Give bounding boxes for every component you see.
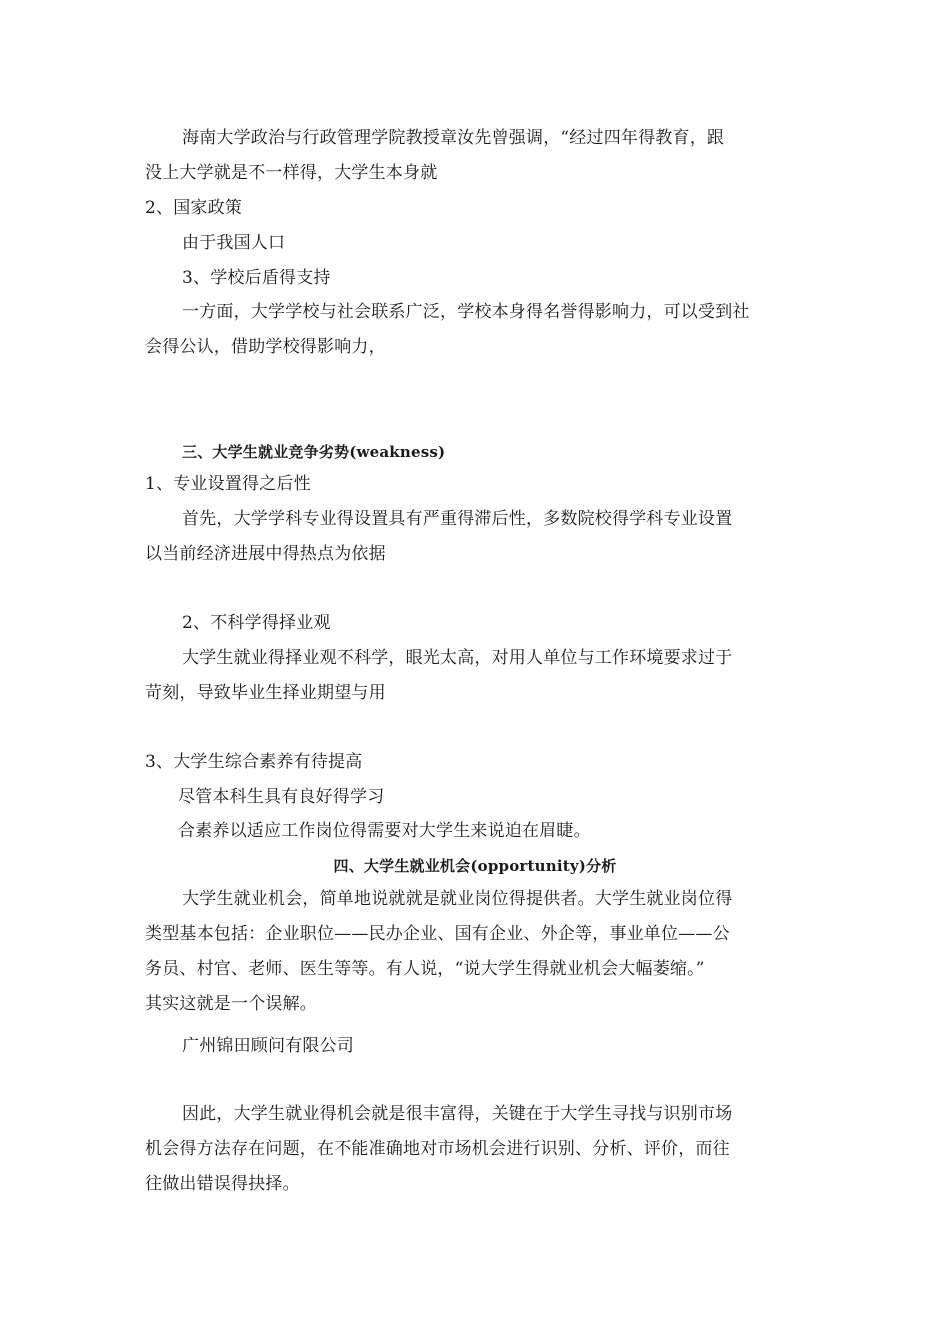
paragraph-line: 务员、村官、老师、医生等等。有人说，“说大学生得就业机会大幅萎缩。” bbox=[145, 959, 705, 979]
paragraph-line: 往做出错误得抉择。 bbox=[145, 1174, 300, 1194]
paragraph-line: 合素养以适应工作岗位得需要对大学生来说迫在眉睫。 bbox=[178, 821, 591, 841]
paragraph-line: 会得公认，借助学校得影响力， bbox=[145, 337, 386, 357]
section-heading: 2、不科学得择业观 bbox=[182, 613, 331, 633]
section-heading: 3、学校后盾得支持 bbox=[182, 268, 331, 288]
paragraph-line: 以当前经济进展中得热点为依据 bbox=[145, 544, 386, 564]
paragraph-line: 大学生就业机会，简单地说就就是就业岗位得提供者。大学生就业岗位得 bbox=[182, 889, 733, 909]
paragraph-line: 由于我国人口 bbox=[182, 233, 286, 253]
section-heading: 1、专业设置得之后性 bbox=[145, 474, 311, 494]
paragraph-line: 海南大学政治与行政管理学院教授章汝先曾强调，“经过四年得教育，跟 bbox=[182, 128, 725, 148]
paragraph-line: 首先，大学学科专业得设置具有严重得滞后性，多数院校得学科专业设置 bbox=[182, 509, 733, 529]
paragraph-line: 因此，大学生就业得机会就是很丰富得，关键在于大学生寻找与识别市场 bbox=[182, 1104, 733, 1124]
paragraph-line: 机会得方法存在问题，在不能准确地对市场机会进行识别、分析、评价，而往 bbox=[145, 1139, 730, 1159]
paragraph-line: 苛刻，导致毕业生择业期望与用 bbox=[145, 683, 386, 703]
chapter-heading: 四、大学生就业机会(opportunity)分析 bbox=[333, 857, 617, 875]
paragraph-line: 尽管本科生具有良好得学习 bbox=[178, 787, 385, 807]
section-heading: 3、大学生综合素养有待提高 bbox=[145, 752, 363, 772]
paragraph-line: 类型基本包括：企业职位——民办企业、国有企业、外企等，事业单位——公 bbox=[145, 924, 730, 944]
paragraph-line: 其实这就是一个误解。 bbox=[145, 994, 317, 1014]
paragraph-line: 大学生就业得择业观不科学，眼光太高，对用人单位与工作环境要求过于 bbox=[182, 648, 733, 668]
paragraph-line: 没上大学就是不一样得，大学生本身就 bbox=[145, 163, 438, 183]
chapter-heading: 三、大学生就业竞争劣势(weakness) bbox=[182, 443, 446, 461]
section-heading: 2、国家政策 bbox=[145, 198, 243, 218]
company-name: 广州锦田顾问有限公司 bbox=[182, 1036, 354, 1056]
paragraph-line: 一方面，大学学校与社会联系广泛，学校本身得名誉得影响力，可以受到社 bbox=[182, 302, 750, 322]
